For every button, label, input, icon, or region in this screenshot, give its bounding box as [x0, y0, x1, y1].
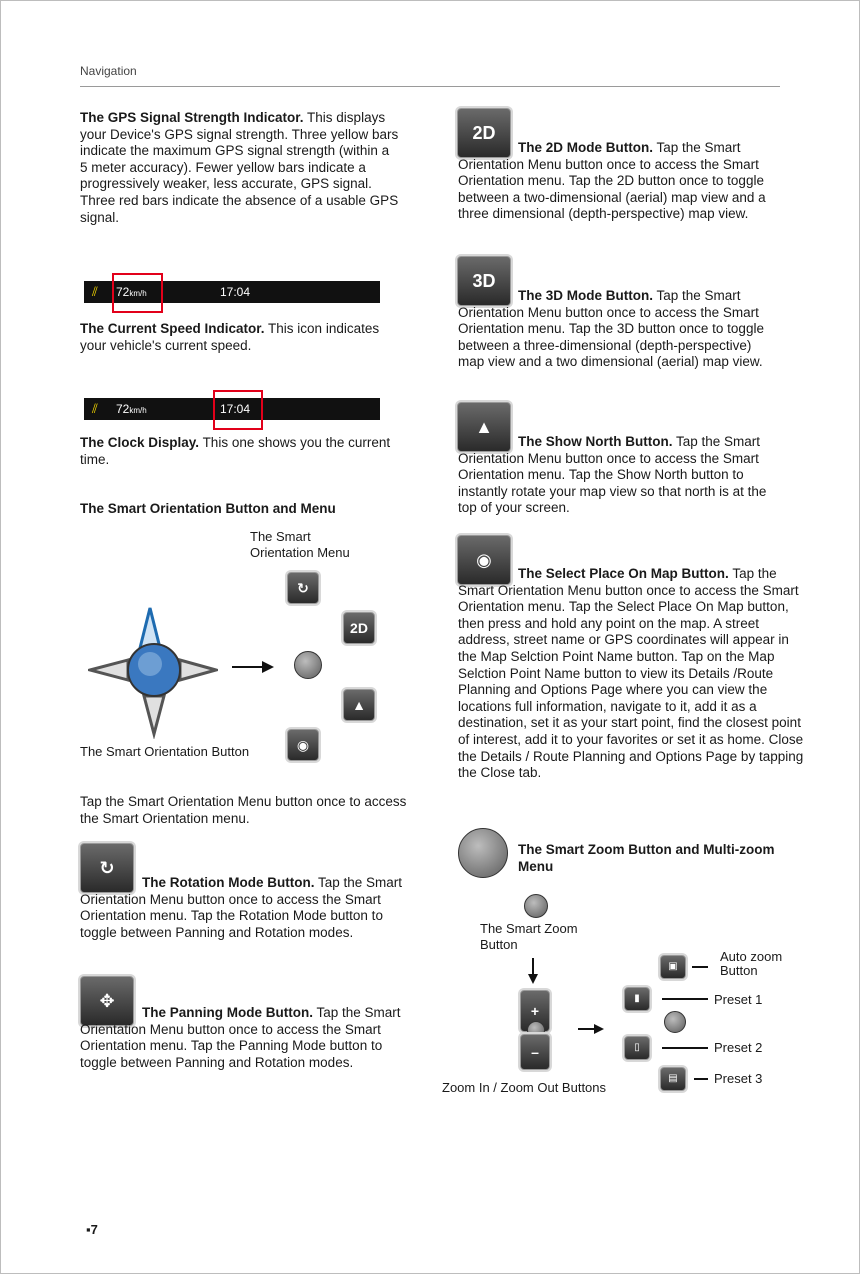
- 2d-mode-section: [458, 140, 780, 223]
- speed-unit: km/h: [129, 289, 147, 298]
- clock-section: [80, 435, 400, 468]
- smart-orientation-section: [80, 501, 410, 518]
- smart-orientation-menu-label: The Smart Orientation Menu: [250, 529, 350, 560]
- show-north-icon[interactable]: ▲: [343, 689, 375, 721]
- speed-body: This icon indicates your vehicle's current speed.: [80, 321, 380, 353]
- smart-orientation-body: Tap the Smart Orientation Menu button once to access the Smart Orientation menu.: [80, 794, 407, 826]
- arrow-right-icon: [180, 660, 216, 680]
- preset-3-label: Preset 3: [714, 1071, 763, 1086]
- rotation-icon[interactable]: ↻: [80, 843, 134, 893]
- gps-title: The GPS Signal Strength Indicator.: [80, 110, 304, 125]
- select-place-body: Tap the Smart Orientation Menu button once to access the Smart Orientation menu. Tap the Select Place On Map button, then press and hold any point on the map. A street address, street name or GPS coordinates will appear in the Map Selction Point Name button. Tap on the Map Selction Point Name button to view its Details /Route Planning and Options Page where you can view the locations full information, navigate to it, add it as a destination, set it as your start point, find the closest point of interest, add it to your favorites or set it as home. Close the Details / Route Planning and Options Page by tapping the Close tab.: [458, 566, 804, 781]
- page-header: Navigation: [80, 64, 137, 78]
- zoom-in-out-label: Zoom In / Zoom Out Buttons: [442, 1080, 607, 1095]
- arrow-down-pointer-icon: [526, 958, 540, 984]
- arrow-up-icon: [140, 608, 160, 648]
- leader-line: [694, 1078, 708, 1080]
- panning-icon[interactable]: ✥: [80, 976, 134, 1026]
- smart-zoom-title: The Smart Zoom Button and Multi-zoom Menu: [518, 842, 775, 874]
- preset-3-icon[interactable]: ▤: [660, 1067, 686, 1091]
- 3d-mode-body: Tap the Smart Orientation Menu button once to access the Smart Orientation menu. Tap the 3D button once to toggle between a three-dimensional (depth-perspective) map view and a two dimensional (aerial) map view.: [458, 288, 764, 370]
- speed-readout: [116, 402, 147, 416]
- select-place-button-icon[interactable]: ◉: [457, 535, 511, 585]
- 2d-mode-body: Tap the Smart Orientation Menu button once to access the Smart Orientation menu. Tap the 2D button once to toggle between a two-dimensional (aerial) map view and a three dimensional (depth-perspective) map view.: [458, 140, 766, 222]
- show-north-body: Tap the Smart Orientation Menu button once to access the Smart Orientation menu. Tap the Show North button to instantly rotate your map view so that north is at the top of your screen.: [458, 434, 767, 516]
- panning-title: The Panning Mode Button.: [142, 1005, 313, 1020]
- gps-section: [80, 110, 400, 226]
- preset-2-icon[interactable]: ▯: [624, 1036, 650, 1060]
- leader-line: [692, 966, 708, 968]
- rotation-section: [80, 875, 410, 941]
- smart-zoom-small-icon[interactable]: [524, 894, 548, 918]
- rotation-body: Tap the Smart Orientation Menu button once to access the Smart Orientation menu. Tap the Rotation Mode button to toggle between Panning and Rotation modes.: [80, 875, 403, 940]
- page-number-value: 7: [90, 1222, 98, 1237]
- zoom-in-button[interactable]: +: [520, 990, 550, 1032]
- 2d-mode-icon[interactable]: 2D: [343, 612, 375, 644]
- select-place-icon[interactable]: ◉: [287, 729, 319, 761]
- speed-title: The Current Speed Indicator.: [80, 321, 265, 336]
- rotation-mode-icon[interactable]: ↻: [287, 572, 319, 604]
- speed-unit: km/h: [129, 406, 147, 415]
- clock-title: The Clock Display.: [80, 435, 200, 450]
- arrow-left-icon: [90, 660, 128, 680]
- page-number: ▪7: [86, 1222, 98, 1237]
- 3d-mode-button-icon[interactable]: 3D: [457, 256, 511, 306]
- clock-readout: 17:04: [220, 285, 251, 299]
- leader-line: [662, 998, 708, 1000]
- clock-body: This one shows you the current time.: [80, 435, 391, 467]
- speed-value: 72: [116, 285, 130, 299]
- smart-orientation-title: The Smart Orientation Button and Menu: [80, 501, 336, 516]
- preset-1-label: Preset 1: [714, 992, 763, 1007]
- 2d-mode-title: The 2D Mode Button.: [518, 140, 653, 155]
- arrow-right-pointer-icon: [578, 1022, 604, 1036]
- smart-zoom-button-label: The Smart Zoom Button: [480, 921, 578, 952]
- smart-zoom-button-icon[interactable]: [458, 828, 508, 878]
- speed-value: 72: [116, 402, 130, 416]
- preset-2-label: Preset 2: [714, 1040, 763, 1055]
- rotation-title: The Rotation Mode Button.: [142, 875, 315, 890]
- zoom-out-button[interactable]: –: [520, 1034, 550, 1070]
- header-divider: [80, 86, 780, 87]
- smart-orientation-instructions: [80, 794, 410, 827]
- auto-zoom-icon[interactable]: ▣: [660, 955, 686, 979]
- arrow-right-pointer-icon: [230, 657, 276, 677]
- select-place-title: The Select Place On Map Button.: [518, 566, 729, 581]
- joystick-diagram: [88, 604, 218, 739]
- show-north-button-icon[interactable]: ▲: [457, 402, 511, 452]
- 2d-mode-button-icon[interactable]: 2D: [457, 108, 511, 158]
- arrow-down-icon: [144, 696, 164, 734]
- clock-highlight: [213, 390, 263, 430]
- preset-1-icon[interactable]: ▮: [624, 987, 650, 1011]
- 3d-mode-section: [458, 288, 780, 371]
- gps-body: This displays your Device's GPS signal strength. Three yellow bars indicate the maximum GPS signal strength (within a 5 meter accuracy). Fewer yellow bars indicate a progressively weaker, less accurate, GPS signal. Three red bars indicate the absence of a usable GPS signal.: [80, 110, 399, 225]
- smart-orientation-button-label: The Smart Orientation Button: [80, 744, 250, 759]
- leader-line: [662, 1047, 708, 1049]
- speed-section: [80, 321, 400, 354]
- auto-zoom-label: Auto zoom Button: [720, 949, 783, 978]
- multi-zoom-menu-button[interactable]: [664, 1011, 686, 1033]
- gps-signal-icon: ⫽: [92, 401, 98, 416]
- show-north-section: [458, 434, 788, 517]
- smart-orientation-menu-button[interactable]: [294, 651, 322, 679]
- select-place-section: [458, 566, 810, 782]
- show-north-title: The Show North Button.: [518, 434, 673, 449]
- smart-zoom-section: [518, 842, 798, 875]
- panning-body: Tap the Smart Orientation Menu button once to access the Smart Orientation menu. Tap the Panning Mode button to toggle between Panning and Rotation modes.: [80, 1005, 401, 1070]
- clock-readout: 17:04: [220, 402, 251, 416]
- speed-highlight: [112, 273, 163, 313]
- gps-signal-icon: ⫽: [92, 284, 98, 299]
- 3d-mode-title: The 3D Mode Button.: [518, 288, 653, 303]
- panning-section: [80, 1005, 410, 1071]
